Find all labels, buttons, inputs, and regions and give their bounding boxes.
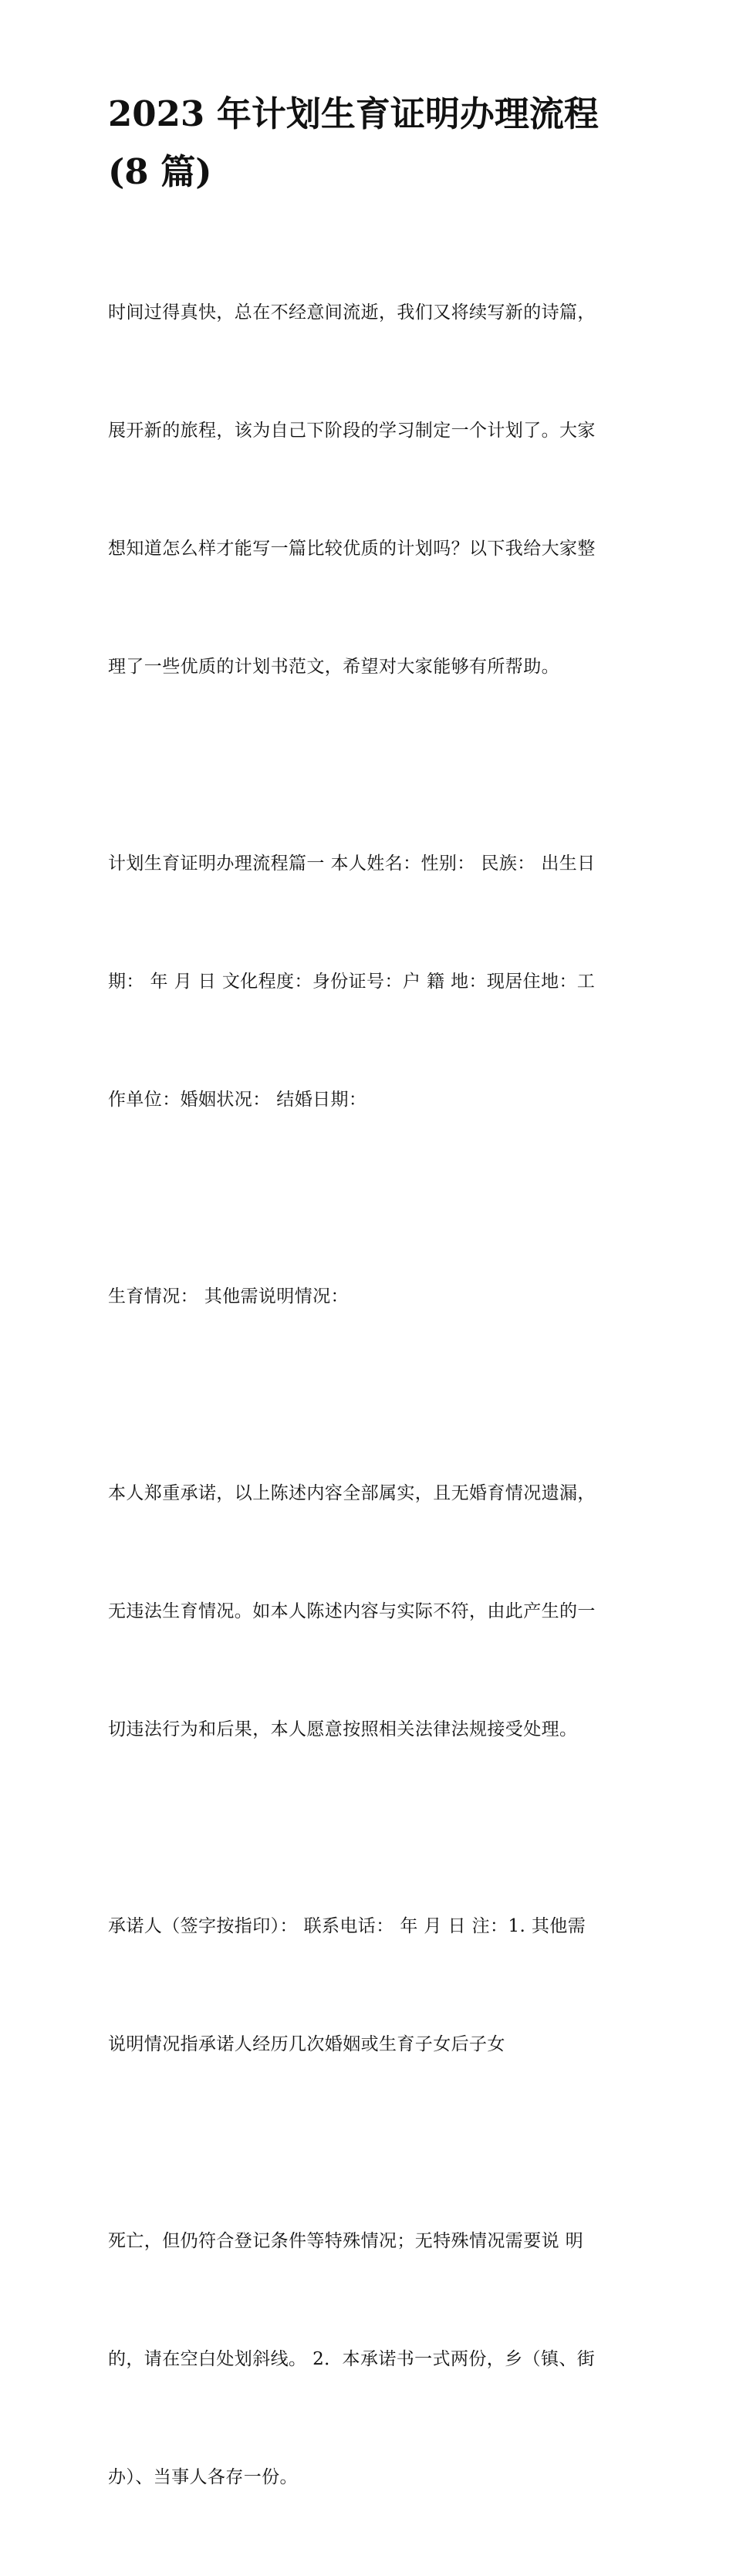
paragraph-line: 本人郑重承诺，以上陈述内容全部属实，且无婚育情况遗漏，	[108, 1483, 596, 1503]
paragraph-line: 生育情况： 其他需说明情况：	[108, 1286, 349, 1307]
form-fields-paragraph	[108, 766, 633, 1198]
paragraph-line: 期： 年 月 日 文化程度：身份证号：户 籍 地：现居住地：工	[108, 972, 596, 992]
signature-paragraph	[108, 1828, 633, 2143]
paragraph-line: 切违法行为和后果，本人愿意按照相关法律法规接受处理。	[108, 1719, 578, 1739]
paragraph-line: 理了一些优质的计划书范文，希望对大家能够有所帮助。	[108, 657, 559, 677]
document-body	[108, 85, 633, 2576]
paragraph-line: 计划生育证明办理流程篇一 本人姓名：性别： 民族： 出生日	[108, 854, 596, 874]
paragraph-line: 时间过得真快，总在不经意间流逝，我们又将续写新的诗篇，	[108, 303, 596, 323]
paragraph-line: 展开新的旅程，该为自己下阶段的学习制定一个计划了。大家	[108, 421, 596, 441]
paragraph-line: 承诺人（签字按指印）： 联系电话： 年 月 日 注：1. 其他需	[108, 1916, 586, 1936]
paragraph-line: 作单位：婚姻状况： 结婚日期：	[108, 1090, 367, 1110]
document-title: 2023 年计划生育证明办理流程(8 篇)	[108, 93, 599, 192]
paragraph-line: 办）、当事人各存一份。	[108, 2467, 298, 2487]
paragraph-line: 说明情况指承诺人经历几次婚姻或生育子女后子女	[108, 2034, 505, 2054]
pledge-paragraph	[108, 1395, 633, 1828]
intro-paragraph	[108, 215, 633, 766]
paragraph-line: 的，请在空白处划斜线。 2．本承诺书一式两份，乡（镇、街	[108, 2349, 596, 2369]
paragraph-line: 想知道怎么样才能写一篇比较优质的计划吗？以下我给大家整	[108, 539, 596, 559]
paragraph-line: 无违法生育情况。如本人陈述内容与实际不符，由此产生的一	[108, 1601, 596, 1621]
notes-paragraph	[108, 2143, 633, 2576]
birth-status-paragraph	[108, 1198, 633, 1395]
paragraph-line: 死亡，但仍符合登记条件等特殊情况；无特殊情况需要说 明	[108, 2231, 584, 2251]
